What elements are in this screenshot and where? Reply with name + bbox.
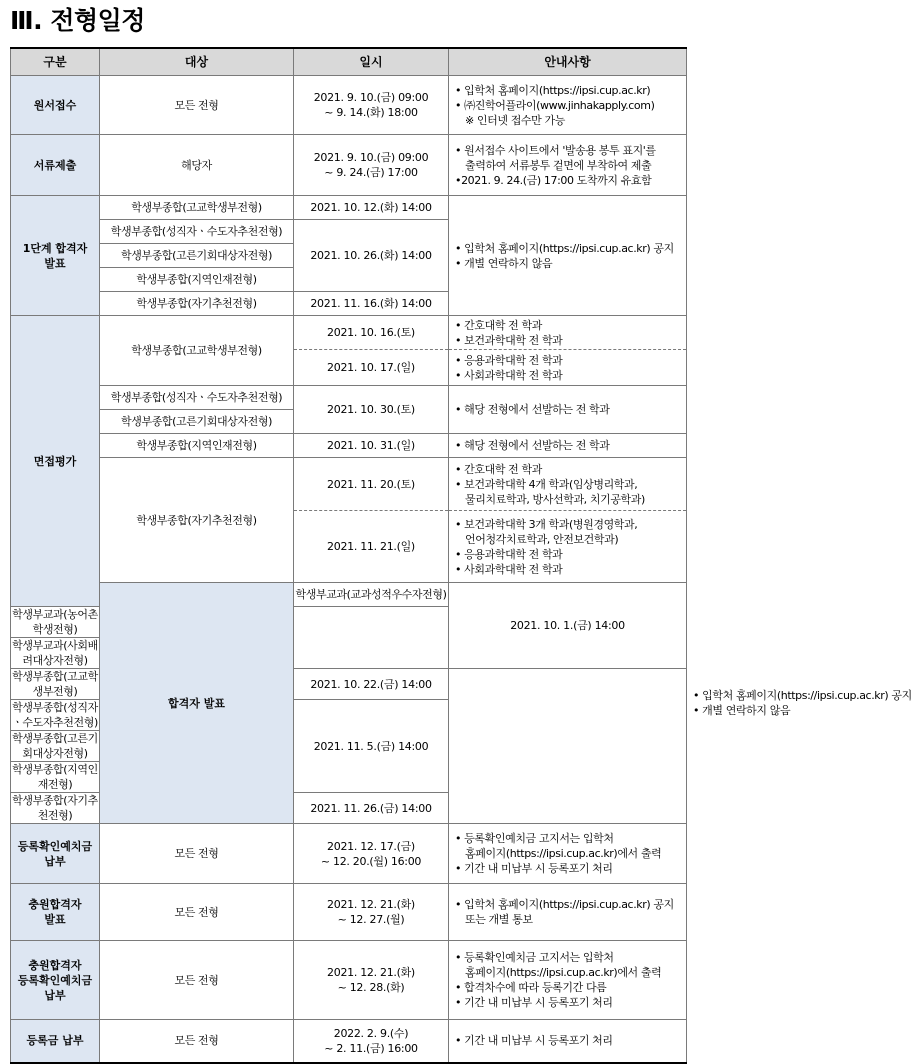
target-cell: 학생부종합(자기추천전형) <box>100 458 294 583</box>
target-cell: 학생부종합(지역인재전형) <box>100 268 294 292</box>
date-line: ~ 9. 14.(화) 18:00 <box>324 106 418 119</box>
target-cell: 학생부종합(성직자ㆍ수도자추천전형) <box>100 386 294 410</box>
date-cell: 2021. 10. 30.(토) <box>294 386 449 434</box>
date-line: 2021. 12. 21.(화) <box>327 966 415 979</box>
guide-line: ※ 인터넷 접수만 가능 <box>465 113 565 127</box>
date-line: 2021. 9. 10.(금) 09:00 <box>313 91 429 104</box>
date-cell: 2021. 10. 22.(금) 14:00 <box>294 669 449 700</box>
guide-line: • 원서접수 사이트에서 '발송용 봉투 표지'를 <box>455 143 656 157</box>
target-cell: 학생부종합(성직자ㆍ수도자추천전형) <box>12 701 98 729</box>
table-row <box>11 76 687 135</box>
guide-line: • 합격차수에 따라 등록기간 다름 <box>455 981 607 994</box>
category-line: 납부 <box>44 988 66 1002</box>
date-cell <box>294 1020 449 1063</box>
category-line: 발표 <box>44 256 66 270</box>
category-cell: 원서접수 <box>11 76 100 135</box>
guide-line: • 간호대학 전 학과 <box>455 318 542 332</box>
target-cell: 학생부종합(고교학생부전형) <box>12 670 98 698</box>
date-line: ~ 2. 11.(금) 16:00 <box>324 1041 418 1055</box>
guide-line: • 입학처 홈페이지(https://ipsi.cup.ac.kr) 공지 <box>455 241 674 255</box>
target-cell: 모든 전형 <box>100 941 294 1020</box>
guide-line: • ㈜진학어플라이(www.jinhakapply.com) <box>455 98 655 112</box>
category-line: 발표 <box>44 913 66 926</box>
category-line: 충원합격자 <box>28 898 82 911</box>
date-cell: 2021. 10. 17.(일) <box>294 350 449 386</box>
date-cell: 2021. 11. 21.(일) <box>294 511 449 583</box>
category-line: 충원합격자 <box>28 958 82 972</box>
guide-cell <box>449 196 687 316</box>
guide-line: • 보건과학대학 3개 학과(병원경영학과, <box>455 517 638 531</box>
table-header-row <box>11 48 687 76</box>
target-cell: 학생부종합(고교학생부전형) <box>100 316 294 386</box>
guide-line: 또는 개별 통보 <box>465 913 533 926</box>
header-date: 일시 <box>294 48 449 76</box>
guide-line: • 사회과학대학 전 학과 <box>455 562 563 576</box>
guide-line: • 보건과학대학 전 학과 <box>455 333 563 347</box>
guide-line: 홈페이지(https://ipsi.cup.ac.kr)에서 출력 <box>465 966 662 979</box>
date-cell: 2021. 11. 16.(화) 14:00 <box>294 292 449 316</box>
date-line: ~ 12. 27.(월) <box>337 913 405 926</box>
target-cell: 학생부종합(성직자ㆍ수도자추천전형) <box>100 220 294 244</box>
guide-cell: • 기간 내 미납부 시 등록포기 처리 <box>449 1020 687 1063</box>
guide-cell <box>449 76 687 135</box>
target-cell: 모든 전형 <box>100 76 294 135</box>
date-line: ~ 12. 20.(월) 16:00 <box>320 854 422 868</box>
date-cell: 2021. 11. 5.(금) 14:00 <box>294 700 449 793</box>
category-cell <box>11 824 100 884</box>
date-cell <box>294 76 449 135</box>
date-cell <box>294 941 449 1020</box>
category-line: 등록확인예치금 <box>17 839 93 853</box>
table-row <box>11 824 687 884</box>
guide-cell <box>449 316 687 350</box>
guide-cell <box>449 941 687 1020</box>
date-line: 2022. 2. 9.(수) <box>333 1026 409 1040</box>
table-row <box>11 316 687 350</box>
date-cell: 2021. 10. 12.(화) 14:00 <box>294 196 449 220</box>
category-cell <box>11 884 100 941</box>
category-line: 1단계 합격자 <box>22 241 88 255</box>
guide-cell <box>449 458 687 511</box>
guide-line: • 응용과학대학 전 학과 <box>455 547 563 561</box>
guide-cell <box>449 350 687 386</box>
table-row <box>11 458 687 511</box>
date-line: ~ 12. 28.(화) <box>337 981 405 994</box>
table-row <box>11 386 687 410</box>
category-cell: 면접평가 <box>11 316 100 607</box>
date-cell: 2021. 10. 26.(화) 14:00 <box>294 220 449 292</box>
target-cell: 학생부종합(지역인재전형) <box>100 434 294 458</box>
date-line: 2021. 12. 21.(화) <box>327 898 415 911</box>
schedule-table <box>10 47 912 1064</box>
date-cell <box>294 824 449 884</box>
header-target: 대상 <box>100 48 294 76</box>
target-cell: 학생부종합(자기추천전형) <box>100 292 294 316</box>
guide-line: • 개별 연락하지 않음 <box>455 256 553 270</box>
table-row <box>11 434 687 458</box>
guide-line: • 등록확인예치금 고지서는 입학처 <box>455 951 614 964</box>
target-cell: 학생부교과(교과성적우수자전형) <box>294 583 449 607</box>
guide-line: 출력하여 서류봉투 겉면에 부착하여 제출 <box>465 158 652 172</box>
header-guide: 안내사항 <box>449 48 687 76</box>
guide-cell: • 해당 전형에서 선발하는 전 학과 <box>449 386 687 434</box>
table-row <box>11 941 687 1020</box>
table-row <box>11 884 687 941</box>
guide-cell: • 해당 전형에서 선발하는 전 학과 <box>449 434 687 458</box>
guide-line: • 기간 내 미납부 시 등록포기 처리 <box>455 862 613 875</box>
table-row <box>11 135 687 196</box>
guide-cell <box>449 884 687 941</box>
target-cell: 해당자 <box>100 135 294 196</box>
category-cell: 합격자 발표 <box>100 583 294 824</box>
section-title: Ⅲ. 전형일정 <box>10 6 145 35</box>
header-category: 구분 <box>11 48 100 76</box>
guide-line: 홈페이지(https://ipsi.cup.ac.kr)에서 출력 <box>465 847 662 860</box>
guide-line: 물리치료학과, 방사선학과, 치기공학과) <box>465 492 645 506</box>
guide-line: 언어청각치료학과, 안전보건학과) <box>465 532 619 546</box>
category-cell <box>11 196 100 316</box>
category-cell: 등록금 납부 <box>11 1020 100 1063</box>
guide-cell <box>449 135 687 196</box>
category-line: 납부 <box>44 854 66 868</box>
date-cell: 2021. 10. 16.(토) <box>294 316 449 350</box>
category-cell <box>11 941 100 1020</box>
date-cell <box>294 135 449 196</box>
table-row <box>11 196 687 220</box>
guide-line: • 기간 내 미납부 시 등록포기 처리 <box>455 996 613 1009</box>
table-row <box>11 1020 687 1063</box>
guide-line: • 응용과학대학 전 학과 <box>455 353 563 367</box>
guide-line: • 입학처 홈페이지(https://ipsi.cup.ac.kr) 공지 <box>455 898 674 911</box>
guide-line: • 간호대학 전 학과 <box>455 462 542 476</box>
guide-line: • 보건과학대학 4개 학과(임상병리학과, <box>455 477 638 491</box>
target-cell: 학생부종합(자기추천전형) <box>12 794 98 822</box>
target-cell: 학생부종합(고교학생부전형) <box>100 196 294 220</box>
date-line: ~ 9. 24.(금) 17:00 <box>324 166 418 179</box>
target-cell: 모든 전형 <box>100 1020 294 1063</box>
category-line: 등록확인예치금 <box>17 973 93 987</box>
guide-line: • 입학처 홈페이지(https://ipsi.cup.ac.kr) <box>455 83 651 97</box>
guide-cell <box>449 511 687 583</box>
table-row: 합격자 발표 학생부교과(교과성적우수자전형) 2021. 10. 1.(금) 14:00 • 입학처 홈페이지(https://ipsi.cup.ac.kr) 공지 • 개별 연락하지 않음 <box>11 583 687 607</box>
guide-line: • 등록확인예치금 고지서는 입학처 <box>455 832 614 845</box>
date-cell: 2021. 11. 26.(금) 14:00 <box>294 793 449 824</box>
target-cell: 학생부종합(고른기회대상자전형) <box>100 410 294 434</box>
guide-line: • 사회과학대학 전 학과 <box>455 368 563 382</box>
date-cell: 2021. 10. 31.(일) <box>294 434 449 458</box>
guide-line: •2021. 9. 24.(금) 17:00 도착까지 유효함 <box>455 173 652 187</box>
target-cell: 학생부교과(농어촌학생전형) <box>12 608 98 636</box>
target-cell: 학생부교과(사회배려대상자전형) <box>12 639 98 667</box>
target-cell: 모든 전형 <box>100 824 294 884</box>
target-cell: 학생부종합(지역인재전형) <box>12 763 98 791</box>
date-line: 2021. 12. 17.(금) <box>327 839 415 853</box>
target-cell: 모든 전형 <box>100 884 294 941</box>
date-cell: 2021. 10. 1.(금) 14:00 <box>449 583 687 669</box>
guide-cell <box>449 824 687 884</box>
target-cell: 학생부종합(고른기회대상자전형) <box>100 244 294 268</box>
category-cell: 서류제출 <box>11 135 100 196</box>
date-line: 2021. 9. 10.(금) 09:00 <box>313 151 429 164</box>
date-cell: 2021. 11. 20.(토) <box>294 458 449 511</box>
target-cell: 학생부종합(고른기회대상자전형) <box>12 732 98 760</box>
date-cell <box>294 884 449 941</box>
